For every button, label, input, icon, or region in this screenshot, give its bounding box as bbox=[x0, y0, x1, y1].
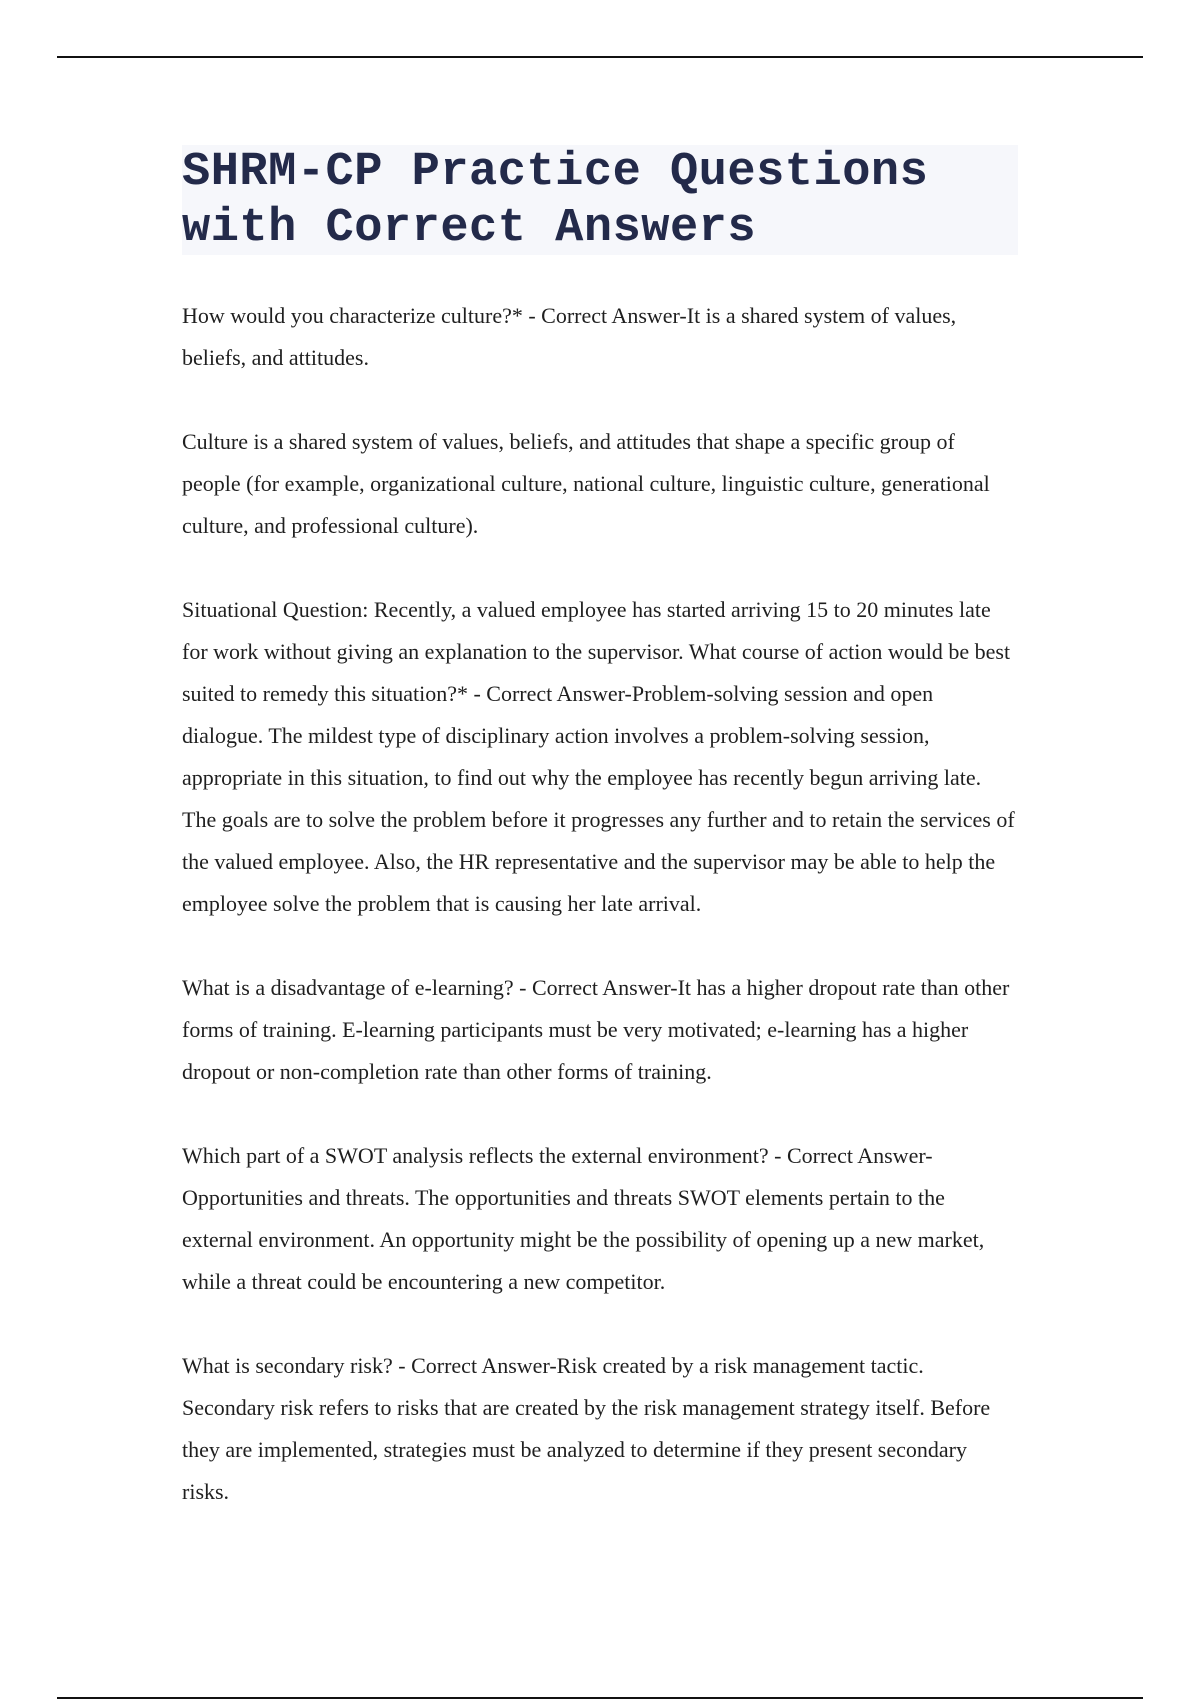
qa-paragraph: How would you characterize culture?* - Correct Answer-It is a shared system of values, beliefs, and attitudes. bbox=[182, 303, 957, 370]
document-body bbox=[182, 145, 1018, 1555]
bottom-rule bbox=[57, 1697, 1143, 1699]
qa-paragraph: Which part of a SWOT analysis reflects the external environment? - Correct Answer-Opportunities and threats. The opportunities and threats SWOT elements pertain to the external environment. An opportunity might be the possibility of opening up a new market, while a threat could be encountering a new competitor. bbox=[182, 1143, 985, 1294]
page-title: SHRM-CP Practice Questions with Correct Answers bbox=[182, 146, 929, 255]
qa-list bbox=[182, 295, 1018, 1513]
qa-paragraph: What is a disadvantage of e-learning? - Correct Answer-It has a higher dropout rate than other forms of training. E-learning participants must be very motivated; e-learning has a higher dropout or non-completion rate than other forms of training. bbox=[182, 975, 1010, 1084]
qa-paragraph: What is secondary risk? - Correct Answer-Risk created by a risk management tactic. Secondary risk refers to risks that are created by the risk management strategy itself. Before they are implemented, strategies must be analyzed to determine if they present secondary risks. bbox=[182, 1353, 991, 1504]
qa-paragraph: Culture is a shared system of values, beliefs, and attitudes that shape a specific group of people (for example, organizational culture, national culture, linguistic culture, generational culture, and professional culture). bbox=[182, 429, 990, 538]
top-rule bbox=[57, 56, 1143, 58]
qa-paragraph: Situational Question: Recently, a valued employee has started arriving 15 to 20 minutes late for work without giving an explanation to the supervisor. What course of action would be best suited to remedy this situation?* - Correct Answer-Problem-solving session and open dialogue. The mildest type of disciplinary action involves a problem-solving session, appropriate in this situation, to find out why the employee has recently begun arriving late. The goals are to solve the problem before it progresses any further and to retain the services of the valued employee. Also, the HR representative and the supervisor may be able to help the employee solve the problem that is causing her late arrival. bbox=[182, 597, 1015, 916]
title-banner bbox=[182, 145, 1018, 255]
